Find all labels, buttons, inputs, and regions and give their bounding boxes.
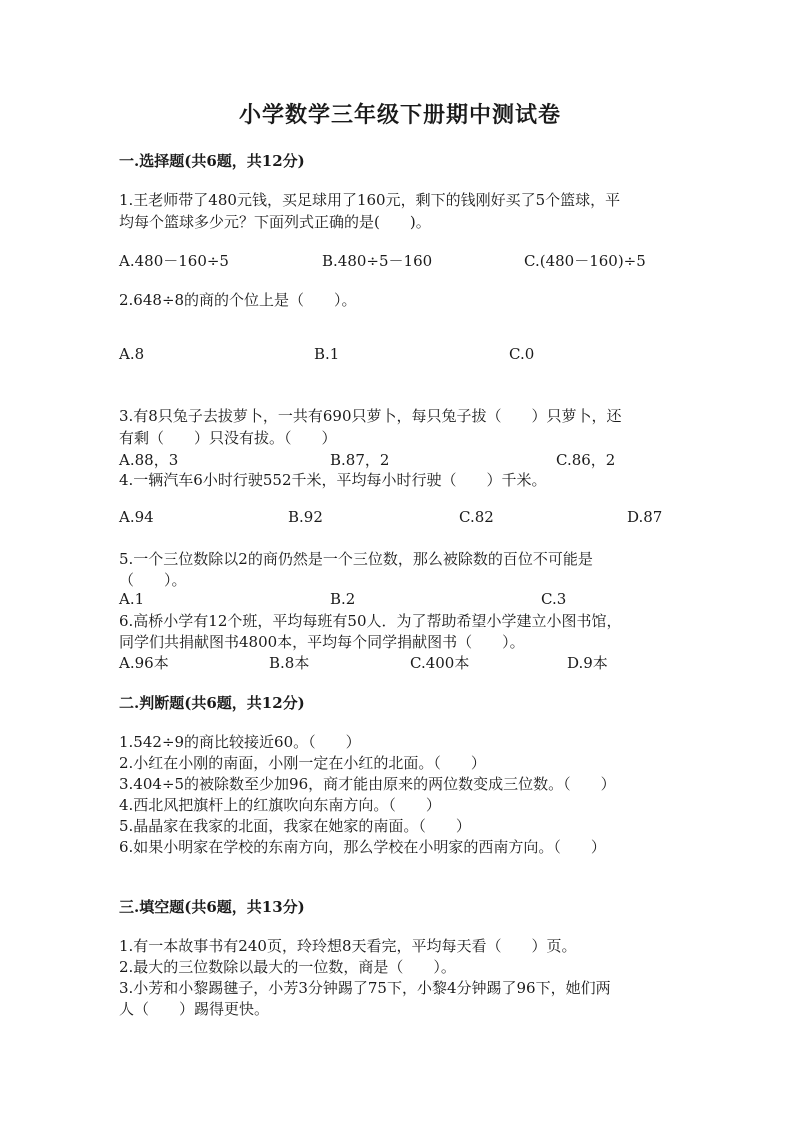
option-c: C.400本 <box>410 654 470 672</box>
option-c: C.82 <box>459 508 494 526</box>
option-b: B.480÷5－160 <box>322 252 433 270</box>
option-b: B.8本 <box>269 654 310 672</box>
option-b: B.87，2 <box>330 451 390 469</box>
judge-line: 5.晶晶家在我家的北面，我家在她家的南面。（ ） <box>119 817 471 835</box>
question-line: 有剩（ ）只没有拔。（ ） <box>119 429 337 447</box>
question-line: 均每个篮球多少元？下面列式正确的是( )。 <box>119 213 431 231</box>
section-header-choice: 一.选择题(共6题，共12分) <box>119 152 305 170</box>
question-line: 4.一辆汽车6小时行驶552千米，平均每小时行驶（ ）千米。 <box>119 471 547 489</box>
section-header-judge: 二.判断题(共6题，共12分) <box>119 694 305 712</box>
option-c: C.3 <box>541 590 567 608</box>
fill-line: 3.小芳和小黎踢毽子，小芳3分钟踢了75下，小黎4分钟踢了96下，她们两 <box>119 979 611 997</box>
option-c: C.(480－160)÷5 <box>524 252 646 270</box>
option-d: D.87 <box>627 508 663 526</box>
option-a: A.88，3 <box>119 451 179 469</box>
option-b: B.92 <box>288 508 323 526</box>
option-b: B.1 <box>314 345 340 363</box>
question-line: 2.648÷8的商的个位上是（ ）。 <box>119 291 357 309</box>
option-a: A.8 <box>119 345 145 363</box>
page-title: 小学数学三年级下册期中测试卷 <box>238 102 561 128</box>
section-header-fill: 三.填空题(共6题，共13分) <box>119 898 305 916</box>
fill-line: 2.最大的三位数除以最大的一位数，商是（ ）。 <box>119 958 456 976</box>
option-a: A.96本 <box>119 654 169 672</box>
question-line: 1.王老师带了480元钱，买足球用了160元，剩下的钱刚好买了5个篮球，平 <box>119 191 621 209</box>
option-a: A.1 <box>119 590 145 608</box>
question-line: 3.有8只兔子去拔萝卜，一共有690只萝卜，每只兔子拔（ ）只萝卜，还 <box>119 407 622 425</box>
option-c: C.0 <box>509 345 535 363</box>
fill-line: 人（ ）踢得更快。 <box>119 1000 270 1018</box>
option-c: C.86，2 <box>556 451 616 469</box>
judge-line: 4.西北风把旗杆上的红旗吹向东南方向。（ ） <box>119 796 441 814</box>
question-line: 6.高桥小学有12个班，平均每班有50人．为了帮助希望小学建立小图书馆， <box>119 612 622 630</box>
judge-line: 3.404÷5的被除数至少加96，商才能由原来的两位数变成三位数。（ ） <box>119 775 616 793</box>
option-b: B.2 <box>330 590 356 608</box>
judge-line: 6.如果小明家在学校的东南方向，那么学校在小明家的西南方向。（ ） <box>119 838 606 856</box>
option-d: D.9本 <box>567 654 608 672</box>
option-a: A.94 <box>119 508 154 526</box>
option-a: A.480－160÷5 <box>119 252 229 270</box>
question-line: 5.一个三位数除以2的商仍然是一个三位数，那么被除数的百位不可能是 <box>119 550 593 568</box>
judge-line: 2.小红在小刚的南面，小刚一定在小红的北面。（ ） <box>119 754 486 772</box>
question-line: 同学们共捐献图书4800本，平均每个同学捐献图书（ ）。 <box>119 633 525 651</box>
fill-line: 1.有一本故事书有240页，玲玲想8天看完，平均每天看（ ）页。 <box>119 937 577 955</box>
judge-line: 1.542÷9的商比较接近60。（ ） <box>119 733 361 751</box>
question-line: （ ）。 <box>119 571 187 589</box>
